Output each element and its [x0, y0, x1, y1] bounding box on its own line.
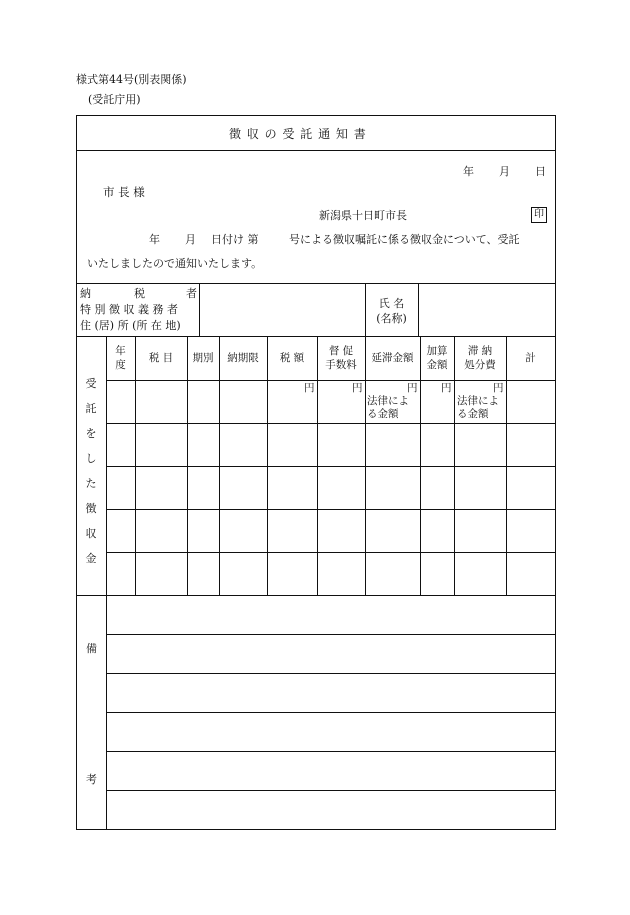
body-dated: 日付け 第 [211, 233, 259, 246]
col-tainou-2: 処分費 [464, 359, 496, 371]
notice-form [76, 115, 556, 830]
remarks-label-bottom: 考 [86, 773, 97, 786]
form-subtitle: (受託庁用) [88, 93, 141, 106]
entai-note-2: る金額 [367, 408, 399, 420]
unit-kasan: 円 [441, 382, 452, 394]
unit-entai: 円 [407, 382, 418, 394]
body-year: 年 [149, 233, 160, 246]
col-kibetsu: 期別 [192, 352, 214, 364]
col-entai: 延滞金額 [371, 352, 414, 364]
form-title: 徴 収 の 受 託 通 知 書 [229, 127, 367, 141]
taxpayer-divider [199, 283, 200, 336]
remarks-line [106, 712, 555, 713]
issuer: 新潟県十日町市長 [319, 209, 407, 222]
col-zeigaku: 税 額 [279, 352, 305, 364]
name-label-2: (名称) [376, 312, 407, 325]
unit-zeigaku: 円 [304, 382, 315, 394]
body-text: 号による徴収嘱託に係る徴収金について、受託 [289, 233, 520, 246]
tainou-note-1: 法律によ [457, 395, 499, 407]
seal-box: 印 [531, 207, 547, 223]
name-label-1: 氏 名 [378, 297, 405, 310]
taxpayer-label-1a: 納 [80, 287, 91, 300]
col-nokigen: 納期限 [227, 352, 259, 364]
col-zeimoku: 税 目 [148, 352, 174, 364]
unit-tokusoku: 円 [352, 382, 363, 394]
date-year: 年 [463, 165, 474, 178]
col-kasan-1: 加算 [426, 345, 448, 357]
name-divider-right [418, 283, 419, 336]
date-month: 月 [499, 165, 510, 178]
remarks-line [106, 673, 555, 674]
side-label-collected: 受 託 を し た 徴 収 金 [85, 377, 97, 565]
side-divider [106, 336, 107, 829]
title-divider [77, 150, 555, 151]
col-nendo-2: 度 [115, 359, 126, 371]
body-month: 月 [185, 233, 196, 246]
entai-note-1: 法律によ [367, 395, 409, 407]
col-nendo-1: 年 [115, 345, 126, 357]
taxpayer-label-3: 住 (居) 所 (所 在 地) [80, 319, 181, 332]
collected-top-line [77, 336, 555, 337]
col-kasan-2: 金額 [426, 359, 448, 371]
remarks-label-top: 備 [86, 642, 97, 655]
header-bottom-line [106, 380, 555, 381]
remarks-line [106, 634, 555, 635]
date-day: 日 [535, 165, 546, 178]
remarks-line [106, 751, 555, 752]
taxpayer-label-1b: 税 [134, 287, 145, 300]
taxpayer-top-line [77, 283, 555, 284]
body-text-2: いたしましたので通知いたします。 [87, 257, 263, 270]
remarks-line [106, 790, 555, 791]
taxpayer-label-2: 特 別 徴 収 義 務 者 [80, 303, 178, 316]
remarks-top-line [77, 595, 555, 596]
col-tokusoku-1: 督 促 [328, 345, 354, 357]
taxpayer-label-1c: 者 [186, 287, 197, 300]
col-tainou-1: 滞 納 [467, 345, 493, 357]
col-kei: 計 [525, 352, 536, 364]
unit-tainou: 円 [493, 382, 504, 394]
form-number: 様式第44号(別表関係) [76, 73, 187, 86]
col-tokusoku-2: 手数料 [325, 359, 357, 371]
tainou-note-2: る金額 [457, 408, 489, 420]
addressee: 市 長 様 [103, 185, 145, 199]
